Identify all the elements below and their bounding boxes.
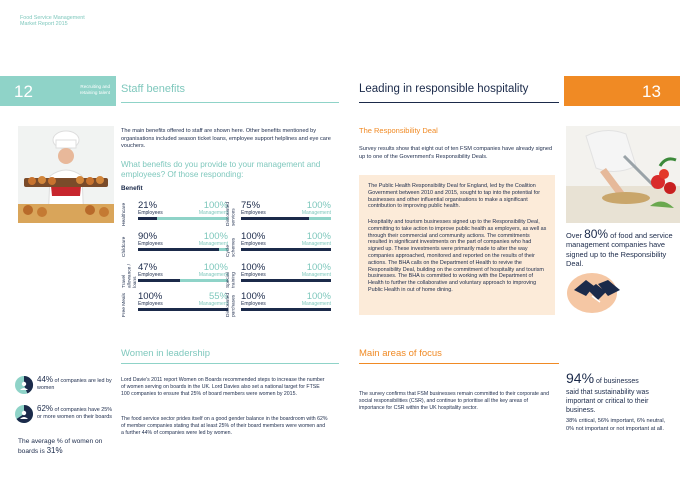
management-label: Management <box>301 210 331 216</box>
employee-percentage: 100% <box>241 291 266 302</box>
benefit-bar-fill <box>138 248 219 251</box>
management-percentage: 100% <box>306 200 331 211</box>
divider <box>121 102 339 103</box>
average-women-value: 31% <box>46 446 63 455</box>
employee-percentage: 21% <box>138 200 158 211</box>
main-areas-text: The survey confirms that FSM businesses remain committed to their corporate and social responsibilities (CSR), and continue to prioritise all the key areas of importance for CSR within the UK hospitality sector. <box>359 391 549 411</box>
section-label: Recruiting and retaining talent <box>79 84 110 95</box>
management-label: Management <box>301 301 331 307</box>
benefit-bar <box>138 308 228 311</box>
management-percentage: 100% <box>306 291 331 302</box>
callout-percentage: 80% <box>584 227 609 241</box>
page-number-band-right <box>564 76 680 106</box>
sustainability-stat: 94% of businesses said that sustainability was important or critical to their business. <box>566 370 649 414</box>
management-label: Management <box>301 241 331 247</box>
benefit-label: Discounted purchases <box>226 293 237 317</box>
employee-percentage: 90% <box>138 231 158 242</box>
responsibility-deal-title: The Responsibility Deal <box>359 126 438 135</box>
benefit-bar-fill <box>241 248 331 251</box>
management-percentage: 100% <box>203 262 228 273</box>
benefit-bar <box>241 279 331 282</box>
benefit-bar <box>138 279 228 282</box>
stat-women-boards-value: 62% <box>37 404 54 413</box>
employee-label: Employees <box>138 210 163 216</box>
management-percentage: 100% <box>306 262 331 273</box>
employee-label: Employees <box>241 272 266 278</box>
responsible-hospitality-title: Leading in responsible hospitality <box>359 83 529 95</box>
employee-percentage: 75% <box>241 200 261 211</box>
benefit-label: Special training <box>226 272 237 288</box>
stat-women-led: 44% of companies are led by women <box>37 375 112 391</box>
management-label: Management <box>198 210 228 216</box>
staff-benefits-title: Staff benefits <box>121 83 186 95</box>
management-percentage: 100% <box>203 231 228 242</box>
sustainability-breakdown: 38% critical, 56% important, 6% neutral, 0% not important or not important at all. <box>566 418 666 432</box>
cooking-photo <box>566 126 680 223</box>
stat-women-boards: 62% of companies have 25% or more women on their boards <box>37 404 113 420</box>
employee-label: Employees <box>138 301 163 307</box>
benefit-bar <box>241 308 331 311</box>
divider <box>121 363 339 364</box>
page-number-right: 13 <box>642 82 661 101</box>
women-leadership-title: Women in leadership <box>121 348 211 359</box>
women-paragraph-1: Lord Davie's 2011 report Women on Boards recommended steps to increase the number of women serving on boards in the UK. Lord Davies also set a national target for FTSE 100 companies to ensure that 25% of board members were women by 2015. <box>121 377 325 397</box>
benefit-bar <box>241 248 331 251</box>
stat-women-led-value: 44% <box>37 375 54 384</box>
benefit-bar <box>241 217 331 220</box>
benefit-heading: Benefit <box>121 185 143 192</box>
employee-percentage: 47% <box>138 262 158 273</box>
divider <box>359 102 559 103</box>
women-paragraph-2: The food service sector prides itself on a good gender balance in the boardroom with 62% of member companies stating that at least 25% of their board members were women and a further 44% of companies were led by women. <box>121 416 328 436</box>
benefit-bar-fill <box>241 279 331 282</box>
divider <box>359 363 559 364</box>
employee-percentage: 100% <box>241 231 266 242</box>
page-number-band-left <box>0 76 116 106</box>
pie-chart-icon <box>14 404 34 429</box>
responsibility-deal-box <box>359 175 555 315</box>
benefit-bar-fill <box>138 308 228 311</box>
report-header-line2: Market Report 2015 <box>20 21 68 27</box>
sustainability-value: 94% <box>566 370 595 386</box>
employee-label: Employees <box>138 272 163 278</box>
management-percentage: 100% <box>306 231 331 242</box>
handshake-icon <box>572 272 622 315</box>
benefit-label: Childcare <box>122 236 127 257</box>
employee-label: Employees <box>241 241 266 247</box>
management-label: Management <box>198 301 228 307</box>
pie-chart-icon <box>14 375 34 400</box>
employee-label: Employees <box>241 210 266 216</box>
benefit-bar-fill <box>138 279 180 282</box>
benefit-bar <box>138 217 228 220</box>
benefit-bar-fill <box>138 217 157 220</box>
benefit-label: Travel allowance / loans <box>122 264 138 288</box>
box-paragraph-1: The Public Health Responsibility Deal for England, led by the Coalition Government between 2010 and 2015, sought to tap into the potential for businesses and other influential organisations to make a significant contribution to improving public health. <box>368 183 541 210</box>
report-header-line1: Food Service Management <box>20 15 85 21</box>
management-label: Management <box>198 272 228 278</box>
main-areas-title: Main areas of focus <box>359 348 442 359</box>
benefit-bar-fill <box>241 217 309 220</box>
responsibility-callout: Over 80% of food and service management companies have signed up to the Responsibility Deal. <box>566 227 673 269</box>
average-women-boards: The average % of women on boards is 31% <box>18 438 103 455</box>
benefit-bar <box>138 248 228 251</box>
employee-label: Employees <box>138 241 163 247</box>
benefit-bar-fill <box>241 308 331 311</box>
management-percentage: 100% <box>203 200 228 211</box>
box-paragraph-2: Hospitality and tourism businesses signed up to the Responsibility Deal, committing to take action to improve public health as employers, as well as through their commercial and community actions. The commitments resulted in significant investments on the part of companies who had signed up. These investments were primarily made to alter the way companies approached, monitored and reported on the results of their actions. The BHA calls on the Department of Health to revive the Responsibility Deal, building on the commitment of hospitality and tourism businesses. The BHA is committed to working with the Department of Health to further the collaborative and voluntary approach to improving Public Health in out of home dining. <box>368 219 547 293</box>
chef-photo <box>18 126 114 223</box>
employee-percentage: 100% <box>241 262 266 273</box>
benefit-label: Healthcare <box>122 202 127 226</box>
benefit-label: Free Meals <box>122 293 127 317</box>
benefit-label: Cycle schemes <box>226 237 237 257</box>
employee-percentage: 100% <box>138 291 163 302</box>
management-percentage: 55% <box>208 291 228 302</box>
management-label: Management <box>301 272 331 278</box>
management-label: Management <box>198 241 228 247</box>
staff-benefits-intro: The main benefits offered to staff are shown here. Other benefits mentioned by organisations included season ticket loans, employee support helplines and eye care vouchers. <box>121 128 331 150</box>
page-number-left: 12 <box>14 82 33 101</box>
responsibility-deal-intro: Survey results show that eight out of ten FSM companies have already signed up to one of the Government's Responsibility Deals. <box>359 146 553 160</box>
benefit-label: Discounted services <box>226 202 237 226</box>
employee-label: Employees <box>241 301 266 307</box>
benefits-question: What benefits do you provide to your management and employees? Of those responding: <box>121 160 321 179</box>
